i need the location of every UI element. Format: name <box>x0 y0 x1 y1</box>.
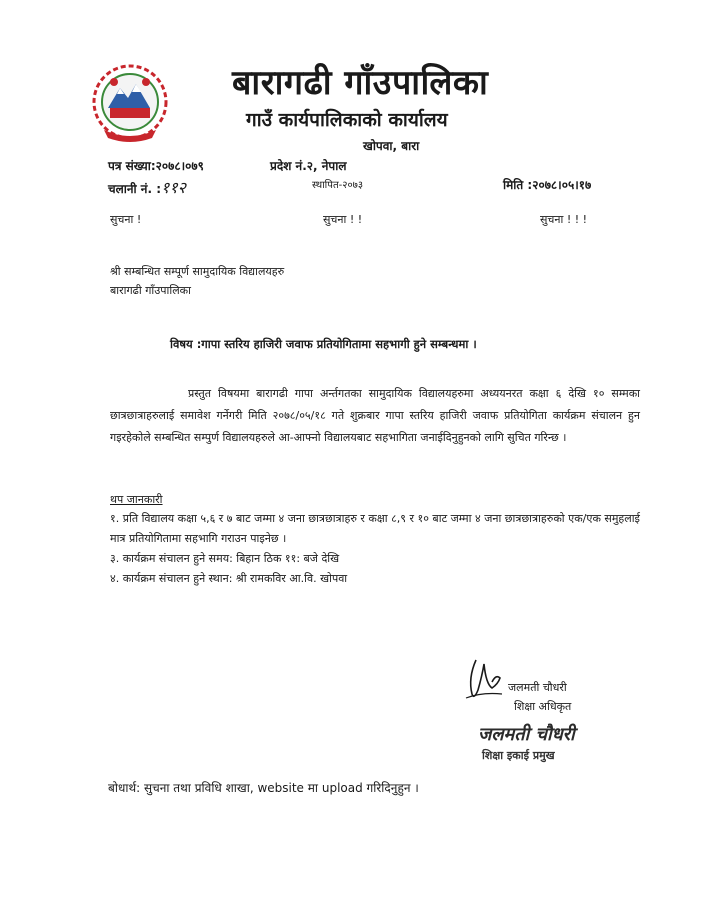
extra-info-item: ३. कार्यक्रम संचालन हुने समय: बिहान ठिक ११: बजे देखि <box>110 552 340 565</box>
extra-info-item: ४. कार्यक्रम संचालन हुने स्थान: श्री रामकविर आ.वि. खोपवा <box>110 572 348 585</box>
recipient-line-1: श्री सम्बन्धित सम्पूर्ण सामुदायिक विद्यालयहरु <box>110 265 285 278</box>
dispatch-number <box>108 176 186 198</box>
office-location: खोपवा, बारा <box>363 139 420 153</box>
government-emblem-logo <box>84 60 176 146</box>
province-line: प्रदेश नं.२, नेपाल <box>270 159 347 173</box>
notice-heading-3: सुचना ! ! ! <box>540 213 588 226</box>
letter-body <box>110 383 640 449</box>
extra-info-list <box>110 509 644 589</box>
signatory-name: जलमती चौधरी <box>508 681 567 694</box>
signatory-title: शिक्षा अधिकृत <box>514 700 572 713</box>
office-name: गाउँ कार्यपालिकाको कार्यालय <box>246 109 448 131</box>
body-paragraph: प्रस्तुत विषयमा बारागढी गापा अर्न्तगतका सामुदायिक विद्यालयहरुमा अध्ययनरत कक्षा ६ देखि १० सम्मका छात्रछात्राहरुलाई समावेश गर्नेगरी मिति २०७८/०५/१८ गते शुक्रबार गापा स्तरिय हाजिरी जवाफ प्रतियोगिता कार्यक्रम संचालन हुन गइरहेकोले सम्बन्धित सम्पुर्ण विद्यालयहरुले आ-आफ्नो विद्यालयबाट सहभागिता जनाईदिनुहुनको लागि सुचित गरिन्छ । <box>110 387 640 444</box>
letter-date: मिति :२०७८।०५।१७ <box>503 178 592 192</box>
stamp-title: शिक्षा इकाई प्रमुख <box>482 749 555 762</box>
dispatch-number-label: चलानी नं. : <box>108 182 162 196</box>
letter-subject: विषय :गापा स्तरिय हाजिरी जवाफ प्रतियोगितामा सहभागी हुने सम्बन्धमा । <box>170 337 477 351</box>
notice-heading-2: सुचना ! ! <box>323 213 363 226</box>
extra-info-item: १. प्रति विद्यालय कक्षा ५,६ र ७ बाट जम्मा ४ जना छात्रछात्राहरु र कक्षा ८,९ र १० बाट जम्मा ४ जना छात्रछात्राहरुको एक/एक समुहलाई मात्र प्रतियोगितामा सहभागि गराउन पाइनेछ । <box>110 512 640 545</box>
stamp-name: जलमती चौधरी <box>478 724 575 745</box>
established-year: स्थापित-२०७३ <box>312 180 364 191</box>
carbon-copy-line: बोधार्थ: सुचना तथा प्रविधि शाखा, website मा upload गरिदिनुहुन । <box>108 781 419 795</box>
notice-heading-1: सुचना ! <box>110 213 142 226</box>
organization-name: बारागढी गाँउपालिका <box>232 63 489 103</box>
extra-info-title: थप जानकारी <box>110 493 163 506</box>
recipient-line-2: बारागढी गाँउपालिका <box>110 284 191 297</box>
letter-number: पत्र संख्या:२०७८।०७९ <box>108 159 204 173</box>
dispatch-number-value: ११२ <box>161 178 186 197</box>
